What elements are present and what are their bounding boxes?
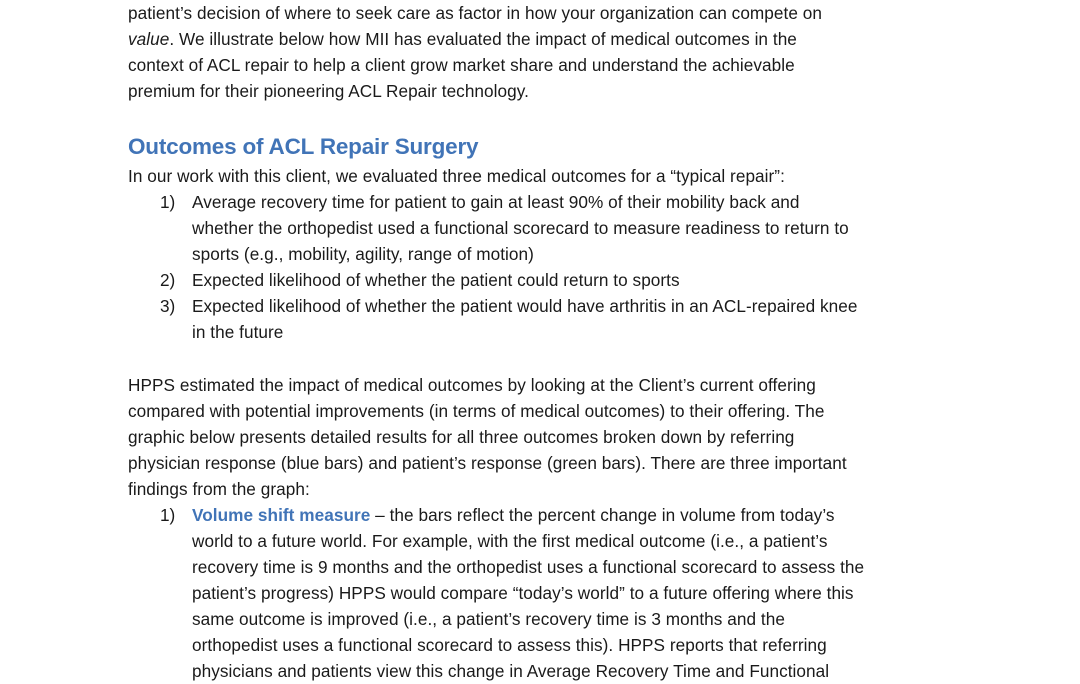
list-number: 3) <box>160 296 176 316</box>
paragraph-line: graphic below presents detailed results for all three outcomes broken down by referring <box>128 427 795 447</box>
outcomes-list <box>128 189 958 345</box>
document-page <box>128 0 958 684</box>
list-item <box>128 502 958 684</box>
intro-line <box>128 26 958 52</box>
value-emphasis: value <box>128 29 170 49</box>
list-number: 1) <box>160 505 176 525</box>
list-item-line: Expected likelihood of whether the patient would have arthritis in an ACL-repaired knee <box>192 296 858 316</box>
list-item-line <box>192 502 958 528</box>
list-item-line: physicians and patients view this change in Average Recovery Time and Functional <box>192 661 830 681</box>
paragraph-line: HPPS estimated the impact of medical outcomes by looking at the Client’s current offering <box>128 375 816 395</box>
list-item <box>128 189 958 267</box>
paragraph-line: findings from the graph: <box>128 479 310 499</box>
paragraph-line: compared with potential improvements (in terms of medical outcomes) to their offering. The <box>128 401 825 421</box>
paragraph-spacer <box>128 345 958 372</box>
list-item-line: whether the orthopedist used a functional scorecard to measure readiness to return to <box>192 218 849 238</box>
volume-shift-term: Volume shift measure <box>192 505 371 525</box>
list-number: 2) <box>160 270 176 290</box>
list-item-line: Average recovery time for patient to gain at least 90% of their mobility back and <box>192 192 800 212</box>
list-item-line: patient’s progress) HPPS would compare “today’s world” to a future offering where this <box>192 583 854 603</box>
findings-paragraph <box>128 372 958 502</box>
paragraph-line: physician response (blue bars) and patient’s response (green bars). There are three important <box>128 453 847 473</box>
list-item-line: recovery time is 9 months and the orthopedist uses a functional scorecard to assess the <box>192 557 865 577</box>
intro-line: patient’s decision of where to seek care as factor in how your organization can compete on <box>128 3 822 23</box>
section-lead: In our work with this client, we evaluated three medical outcomes for a “typical repair”: <box>128 166 785 186</box>
list-item <box>128 267 958 293</box>
list-item-line-rest: – the bars reflect the percent change in volume from today’s <box>370 505 835 525</box>
list-number: 1) <box>160 192 176 212</box>
list-item-line: world to a future world. For example, with the first medical outcome (i.e., a patient’s <box>192 531 828 551</box>
intro-line: premium for their pioneering ACL Repair technology. <box>128 81 529 101</box>
list-item-line: in the future <box>192 322 284 342</box>
list-item-line: Expected likelihood of whether the patient could return to sports <box>192 270 680 290</box>
findings-list <box>128 502 958 684</box>
intro-line-rest: . We illustrate below how MII has evaluated the impact of medical outcomes in the <box>169 29 797 49</box>
intro-line: context of ACL repair to help a client grow market share and understand the achievable <box>128 55 795 75</box>
list-item-line: same outcome is improved (i.e., a patient’s recovery time is 3 months and the <box>192 609 785 629</box>
list-item-line: orthopedist uses a functional scorecard to assess this). HPPS reports that referring <box>192 635 827 655</box>
intro-paragraph <box>128 0 958 104</box>
section-heading: Outcomes of ACL Repair Surgery <box>128 134 479 159</box>
list-item-line: sports (e.g., mobility, agility, range of motion) <box>192 244 534 264</box>
list-item <box>128 293 958 345</box>
